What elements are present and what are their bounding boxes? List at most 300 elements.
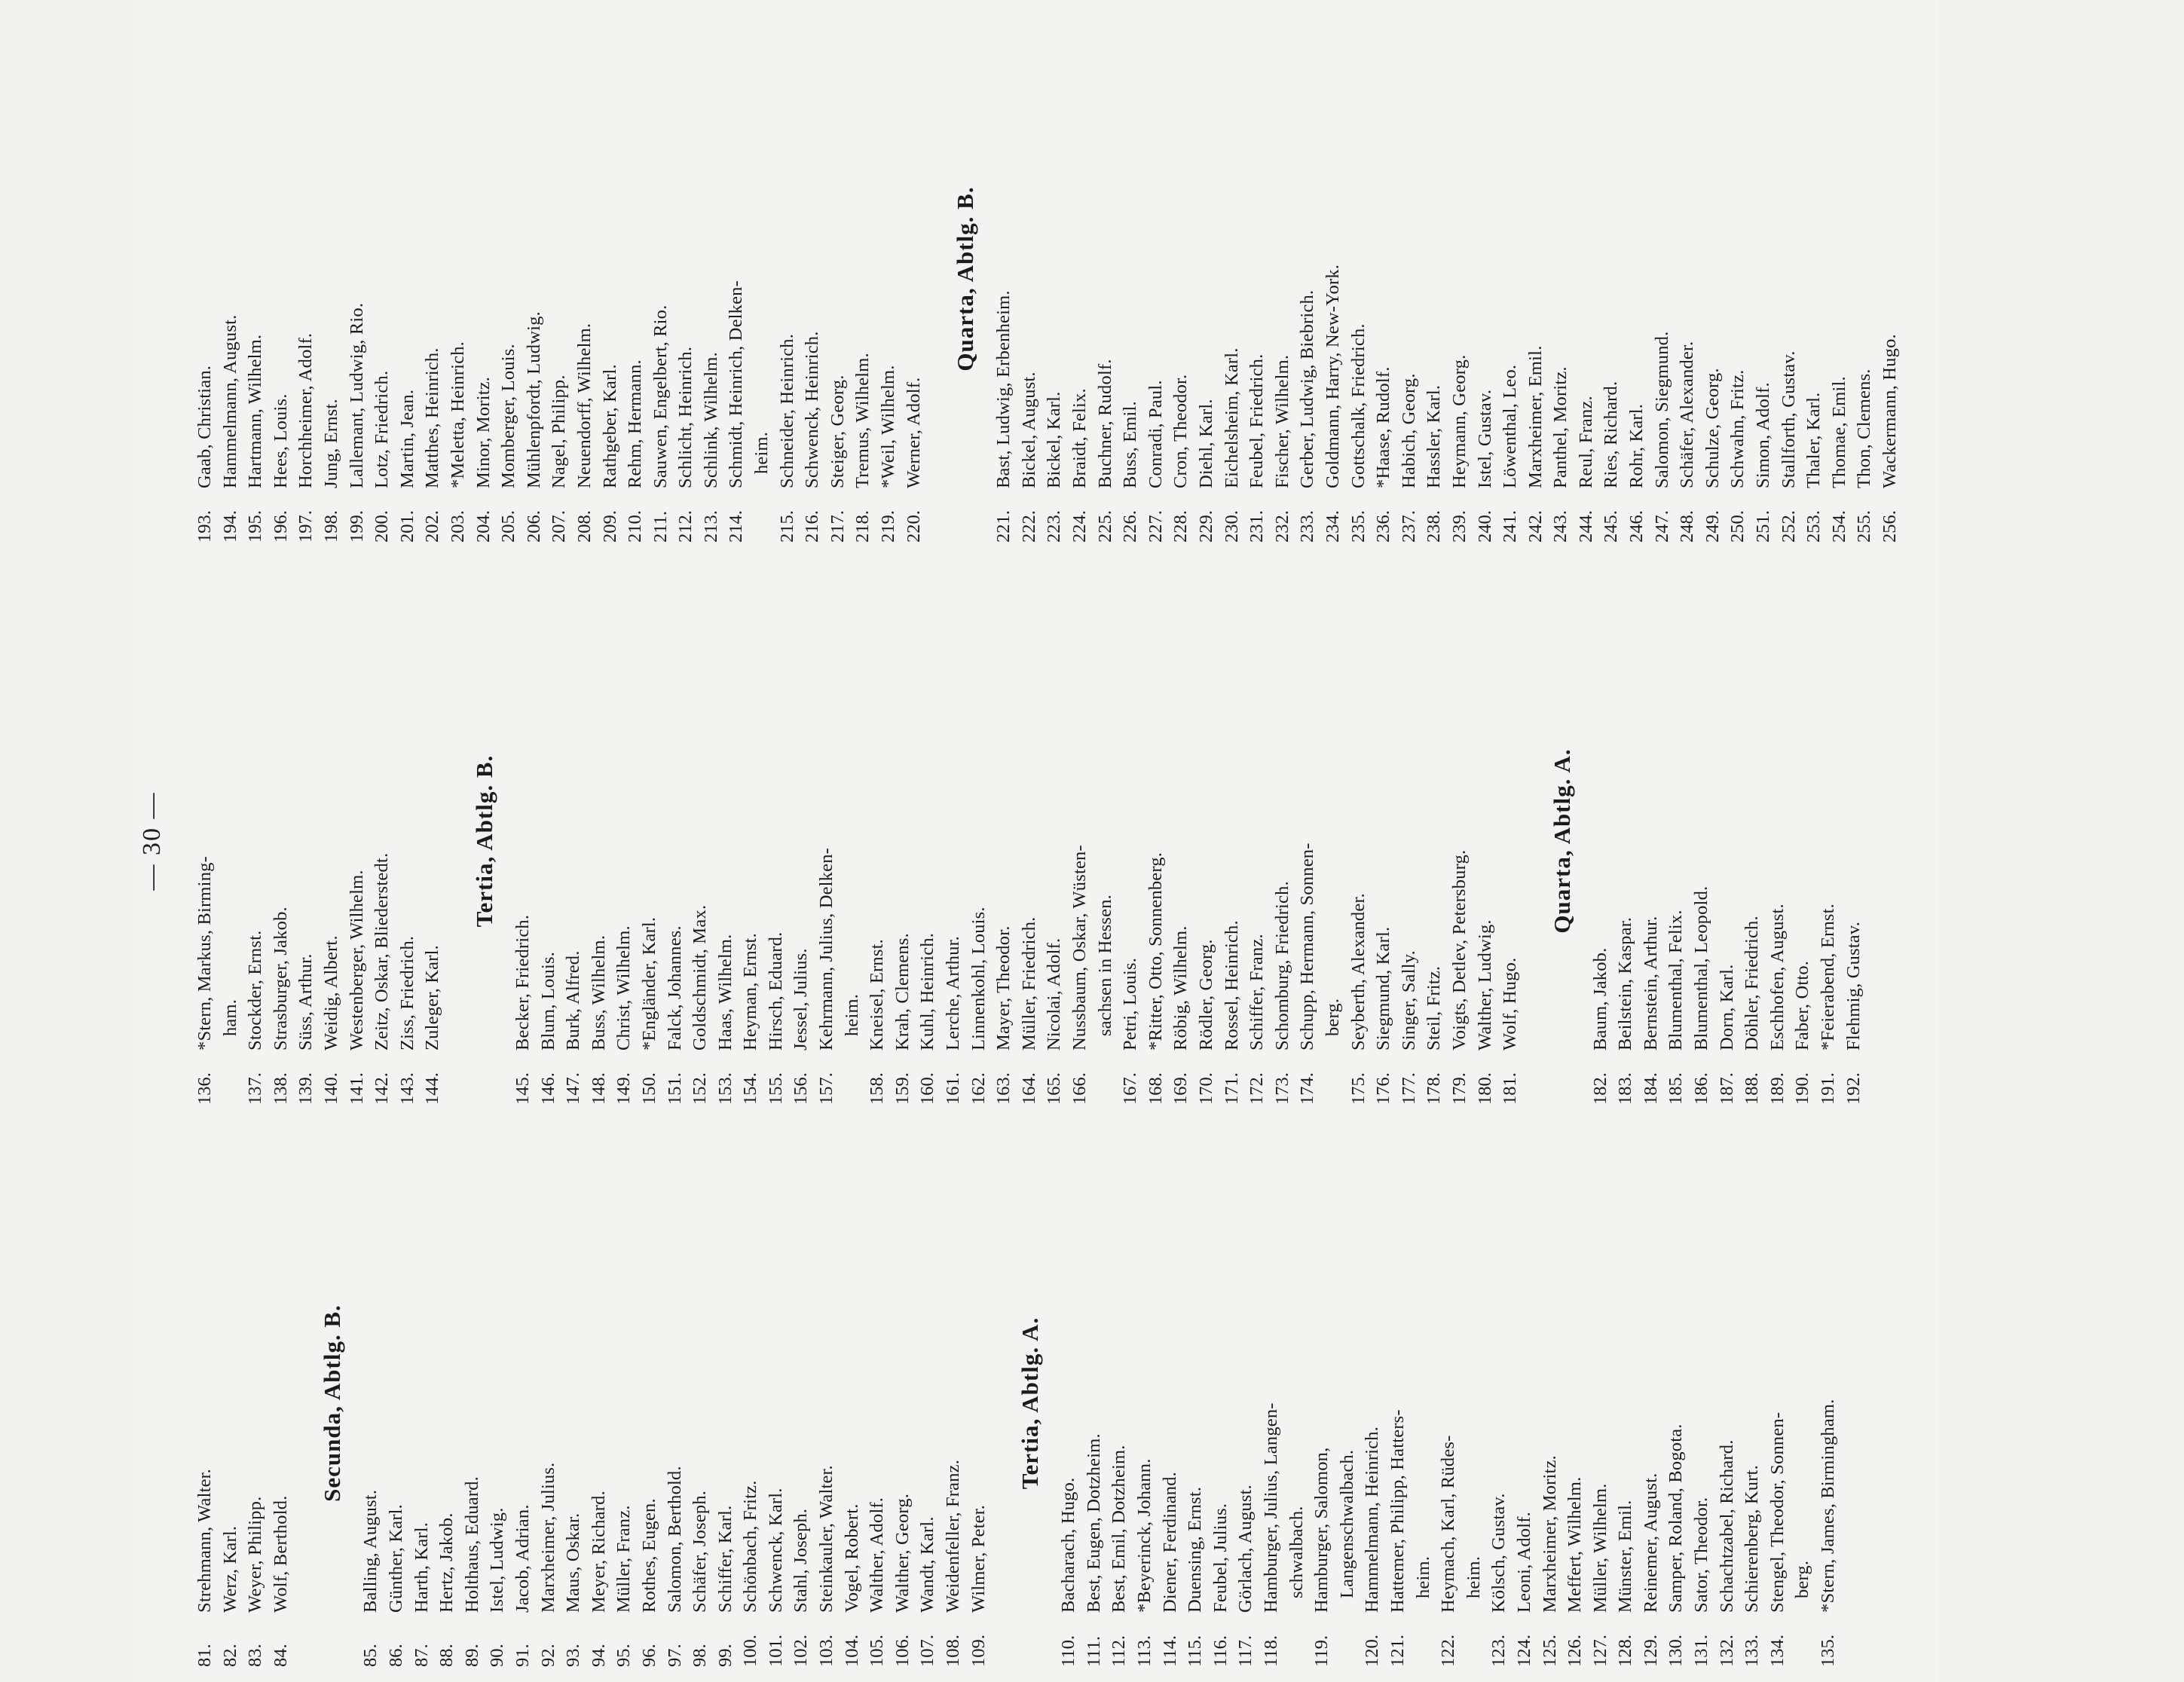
entry-number: 173.	[1271, 1072, 1292, 1105]
entry-number: 215.	[776, 510, 797, 543]
entry-name: Mayer, Theodor.	[993, 925, 1014, 1050]
entry-name: Werner, Adolf.	[903, 377, 924, 488]
entry-name: Schomburg, Friedrich.	[1271, 881, 1292, 1050]
entry-number: 245.	[1601, 510, 1622, 543]
entry-name: Günther, Karl.	[385, 1503, 406, 1613]
entry-name: Rothes, Eugen.	[638, 1498, 659, 1613]
entry-number: 179.	[1448, 1072, 1470, 1105]
entry-name: Lotz, Friedrich.	[372, 370, 393, 488]
entry-number: 253.	[1803, 510, 1825, 543]
list-item	[1663, 1139, 1689, 1667]
entry-name: Buss, Emil.	[1120, 401, 1141, 488]
entry-number: 88.	[436, 1644, 457, 1667]
entry-name: Süss, Arthur.	[295, 953, 317, 1050]
entry-number: 183.	[1615, 1072, 1636, 1105]
list-item	[1815, 577, 1841, 1105]
entry-name: Holthaus, Eduard.	[461, 1476, 482, 1613]
entry-number: 153.	[714, 1072, 736, 1105]
entry-number: 126.	[1565, 1635, 1586, 1667]
list-item	[699, 15, 724, 543]
entry-number: 229.	[1195, 510, 1216, 543]
entry-name: Eichelsheim, Karl.	[1221, 347, 1242, 488]
entry-number: 90.	[487, 1644, 508, 1667]
list-item	[471, 15, 497, 543]
entry-name: Jessel, Julius.	[791, 948, 812, 1050]
list-item	[687, 1139, 713, 1667]
entry-name: Istel, Ludwig.	[487, 1507, 508, 1613]
entry-name: Schwenck, Heinrich.	[802, 331, 823, 488]
entry-name: Diener, Ferdinand.	[1159, 1472, 1180, 1613]
list-item	[369, 577, 395, 1105]
entry-name: Voigts, Detlev, Petersburg.	[1448, 849, 1470, 1050]
list-item	[1371, 577, 1396, 1105]
entry-number: 212.	[675, 510, 696, 543]
entry-name: Schlicht, Heinrich.	[675, 346, 696, 488]
entry-name: Weidenfeller, Franz.	[943, 1459, 964, 1613]
list-item	[1486, 1139, 1512, 1667]
entry-name: *Weil, Wilhelm.	[878, 365, 899, 488]
entry-number: 83.	[245, 1644, 266, 1667]
entry-number: 236.	[1373, 510, 1394, 543]
list-item	[243, 1139, 268, 1667]
entry-name: Heyman, Ernst.	[740, 933, 761, 1050]
entry-number: 108.	[943, 1635, 964, 1667]
list-item	[1841, 577, 1867, 1105]
entry-number: 199.	[346, 510, 367, 543]
entry-number: 208.	[574, 510, 595, 543]
entry-name: Westenberger, Wilhelm.	[346, 870, 367, 1050]
list-item	[344, 577, 370, 1105]
entry-number: 143.	[396, 1072, 418, 1105]
list-item	[384, 1139, 409, 1667]
entry-number: 115.	[1185, 1635, 1206, 1667]
entry-name: Momberger, Louis.	[498, 344, 519, 488]
entry-name: Istel, Gustav.	[1474, 389, 1495, 488]
entry-number: 187.	[1716, 1072, 1737, 1105]
entry-name: Habich, Georg.	[1398, 373, 1419, 488]
list-item	[738, 577, 763, 1105]
entry-number: 111.	[1083, 1635, 1104, 1667]
list-item	[1017, 15, 1042, 543]
section-heading: Secunda, Abtlg. B.	[319, 1304, 346, 1502]
entry-name: Salomon, Berthold.	[664, 1466, 685, 1613]
entry-name: Kneisel, Ernst.	[867, 939, 888, 1050]
entry-number: 129.	[1640, 1635, 1661, 1667]
entry-number: 145.	[512, 1072, 533, 1105]
entry-name: Haas, Wilhelm.	[714, 934, 736, 1050]
entry-number: 109.	[968, 1635, 989, 1667]
list-item	[1765, 577, 1791, 1105]
entry-number: 167.	[1120, 1072, 1141, 1105]
entry-number: 89.	[461, 1644, 482, 1667]
entry-name: Samper, Roland, Bogota.	[1666, 1424, 1687, 1613]
entry-name: Heymach, Karl, Rüdes- heim.	[1438, 1435, 1484, 1613]
entry-name: Hammelmann, August.	[219, 314, 240, 488]
entry-number: 198.	[320, 510, 341, 543]
entry-number: 210.	[625, 510, 646, 543]
list-item	[434, 1139, 460, 1667]
list-item	[1208, 1139, 1234, 1667]
entry-name: Gerber, Ludwig, Biebrich.	[1297, 289, 1318, 488]
entry-number: 136.	[194, 1072, 215, 1105]
list-item	[395, 15, 421, 543]
list-item	[1613, 577, 1638, 1105]
list-item	[218, 15, 243, 543]
entry-name: Jung, Ernst.	[320, 399, 341, 488]
entry-number: 155.	[765, 1072, 786, 1105]
entry-name: Strasburger, Jakob.	[270, 907, 291, 1050]
entry-number: 133.	[1742, 1635, 1763, 1667]
list-item	[1512, 1139, 1537, 1667]
entry-name: Schupp, Hermann, Sonnen- berg.	[1297, 843, 1343, 1050]
entry-number: 200.	[372, 510, 393, 543]
entry-name: Heymann, Georg.	[1448, 354, 1470, 488]
entry-number: 232.	[1271, 510, 1292, 543]
entry-name: Leoni, Adolf.	[1513, 1512, 1534, 1613]
entry-name: Siegmund, Karl.	[1373, 926, 1394, 1050]
entry-name: Eschhofen, August.	[1766, 904, 1788, 1050]
list-item	[1346, 577, 1372, 1105]
entry-number: 243.	[1550, 510, 1571, 543]
entry-number: 116.	[1210, 1635, 1231, 1667]
list-item	[1497, 15, 1523, 543]
list-item	[218, 1139, 243, 1667]
entry-name: Thaler, Karl.	[1803, 392, 1825, 488]
entry-name: Marxheimer, Emil.	[1525, 345, 1546, 488]
entry-number: 114.	[1159, 1635, 1180, 1667]
list-item	[1473, 577, 1498, 1105]
list-item	[840, 1139, 865, 1667]
entry-name: Schierenberg, Kurt.	[1742, 1465, 1763, 1613]
list-item	[876, 15, 901, 543]
list-item	[1081, 1139, 1107, 1667]
list-item	[1598, 15, 1624, 543]
entry-name: Beilstein, Kaspar.	[1615, 916, 1636, 1050]
list-item	[522, 15, 547, 543]
list-item	[369, 15, 395, 543]
list-item	[1295, 15, 1320, 543]
list-item	[358, 1139, 384, 1667]
entry-name: Steiger, Georg.	[827, 375, 848, 488]
list-item	[1219, 15, 1245, 543]
entry-number: 206.	[523, 510, 544, 543]
list-item	[1132, 1139, 1158, 1667]
entry-number: 120.	[1362, 1635, 1383, 1667]
entry-number: 239.	[1448, 510, 1470, 543]
entry-number: 230.	[1221, 510, 1242, 543]
list-item	[561, 577, 586, 1105]
list-item	[1725, 15, 1751, 543]
entry-name: Weyer, Philipp.	[245, 1496, 266, 1613]
entry-number: 130.	[1666, 1635, 1687, 1667]
entry-number: 99.	[714, 1644, 736, 1667]
section-heading: Quarta, Abtlg. B.	[952, 186, 979, 372]
list-item	[1309, 1139, 1360, 1667]
entry-number: 172.	[1246, 1072, 1268, 1105]
entry-name: Schmidt, Heinrich, Delken- heim.	[726, 280, 772, 488]
list-item	[713, 1139, 739, 1667]
entry-name: Diehl, Karl.	[1195, 399, 1216, 488]
entry-number: 254.	[1828, 510, 1849, 543]
entry-number: 148.	[588, 1072, 609, 1105]
entry-number: 205.	[498, 510, 519, 543]
list-item	[1714, 577, 1740, 1105]
entry-number: 146.	[537, 1072, 558, 1105]
list-item	[1497, 577, 1523, 1105]
list-item	[319, 577, 344, 1105]
section-heading: Tertia, Abtlg. B.	[470, 754, 497, 928]
list-item	[344, 15, 370, 543]
entry-number: 117.	[1235, 1635, 1256, 1667]
entry-name: Hamburger, Julius, Langen- schwalbach.	[1260, 1402, 1307, 1613]
list-item	[1270, 577, 1295, 1105]
entry-name: Rohr, Karl.	[1626, 403, 1647, 488]
entry-name: Münster, Emil.	[1615, 1500, 1636, 1613]
entry-name: Simon, Adolf.	[1753, 382, 1774, 488]
list-item	[293, 577, 319, 1105]
entry-number: 168.	[1145, 1072, 1166, 1105]
entry-name: Burk, Alfred.	[563, 950, 584, 1050]
entry-name: Hartmann, Wilhelm.	[245, 334, 266, 488]
list-item	[662, 1139, 688, 1667]
list-item	[1801, 15, 1827, 543]
list-item	[268, 577, 294, 1105]
entry-name: Rathgeber, Karl.	[599, 364, 620, 488]
entry-number: 234.	[1322, 510, 1343, 543]
entry-number: 85.	[360, 1644, 381, 1667]
list-item	[611, 1139, 637, 1667]
entry-name: *Beyerinck, Johann.	[1134, 1458, 1155, 1613]
entry-number: 227.	[1145, 510, 1166, 543]
entry-number: 222.	[1018, 510, 1039, 543]
entry-name: Mühlenpfordt, Ludwig.	[523, 311, 544, 488]
entry-number: 141.	[346, 1072, 367, 1105]
list-item	[637, 577, 662, 1105]
list-item	[775, 15, 800, 543]
entry-name: Buchner, Rudolf.	[1094, 359, 1115, 488]
list-item	[788, 1139, 814, 1667]
entry-name: Bernstein, Arthur.	[1640, 916, 1661, 1050]
entry-number: 233.	[1297, 510, 1318, 543]
list-item	[1056, 1139, 1081, 1667]
entry-number: 160.	[917, 1072, 938, 1105]
list-item	[915, 577, 941, 1105]
entry-name: Bast, Ludwig, Erbenheim.	[993, 290, 1014, 488]
entry-number: 142.	[372, 1072, 393, 1105]
list-item	[1346, 15, 1372, 543]
entry-name: Jacob, Adrian.	[512, 1504, 533, 1613]
entry-name: Kehrmann, Julius, Delken- heim.	[816, 848, 862, 1050]
entry-name: Salomon, Siegmund.	[1651, 331, 1672, 488]
entry-number: 147.	[563, 1072, 584, 1105]
list-item	[1447, 577, 1473, 1105]
entry-number: 209.	[599, 510, 620, 543]
entry-name: Reinemer, August.	[1640, 1473, 1661, 1613]
list-item	[1613, 1139, 1638, 1667]
list-item	[1523, 15, 1549, 543]
entry-number: 216.	[802, 510, 823, 543]
list-item	[648, 15, 674, 543]
list-item	[546, 15, 572, 543]
entry-number: 122.	[1438, 1635, 1459, 1667]
list-item	[1663, 577, 1689, 1105]
entry-name: Hees, Louis.	[270, 393, 291, 488]
entry-name: Thon, Clemens.	[1854, 369, 1875, 488]
list-item	[1436, 1139, 1486, 1667]
entry-number: 184.	[1640, 1072, 1661, 1105]
list-item	[1360, 1139, 1385, 1667]
list-item	[1017, 577, 1042, 1105]
entry-number: 224.	[1069, 510, 1090, 543]
list-item	[1295, 577, 1345, 1105]
entry-name: Schulze, Georg.	[1702, 368, 1723, 488]
entry-number: 154.	[740, 1072, 761, 1105]
entry-name: Christ, Wilhelm.	[613, 925, 635, 1050]
list-item	[1815, 1139, 1841, 1667]
entry-number: 225.	[1094, 510, 1115, 543]
list-item	[1689, 1139, 1714, 1667]
entry-number: 164.	[1018, 1072, 1039, 1105]
entry-name: *Engländer, Karl.	[638, 916, 659, 1050]
entry-number: 102.	[791, 1635, 812, 1667]
entry-name: Schönbach, Fritz.	[740, 1480, 761, 1613]
list-item	[243, 15, 268, 543]
list-item	[901, 15, 927, 543]
entry-number: 151.	[664, 1072, 685, 1105]
column-3	[192, 15, 1903, 543]
entry-name: Ziss, Friedrich.	[396, 935, 418, 1050]
entry-name: Best, Emil, Dotzheim.	[1109, 1445, 1130, 1613]
entry-number: 140.	[320, 1072, 341, 1105]
entry-name: Sauwen, Engelbert, Rio.	[650, 304, 671, 488]
entry-name: Maus, Oskar.	[563, 1512, 584, 1613]
entry-number: 97.	[664, 1644, 685, 1667]
list-item	[1739, 577, 1765, 1105]
entry-number: 203.	[447, 510, 468, 543]
entry-name: Bickel, August.	[1018, 372, 1039, 488]
list-item	[561, 1139, 586, 1667]
list-item	[1244, 15, 1270, 543]
list-item	[293, 15, 319, 543]
entry-number: 101.	[765, 1635, 786, 1667]
entry-number: 100.	[740, 1635, 761, 1667]
entry-name: *Feierabend, Ernst.	[1818, 904, 1839, 1050]
list-item	[409, 1139, 435, 1667]
entry-number: 180.	[1474, 1072, 1495, 1105]
entry-number: 121.	[1387, 1635, 1408, 1667]
entry-number: 128.	[1615, 1635, 1636, 1667]
entry-number: 176.	[1373, 1072, 1394, 1105]
list-item	[637, 1139, 662, 1667]
entry-number: 202.	[422, 510, 443, 543]
entry-number: 219.	[878, 510, 899, 543]
list-item	[1396, 577, 1422, 1105]
entry-number: 138.	[270, 1072, 291, 1105]
entry-number: 174.	[1297, 1072, 1318, 1105]
list-item	[1447, 15, 1473, 543]
entry-number: 241.	[1500, 510, 1521, 543]
entry-name: Döhler, Friedrich.	[1742, 916, 1763, 1050]
entry-number: 118.	[1260, 1635, 1281, 1667]
list-item	[723, 15, 774, 543]
list-item	[1168, 15, 1194, 543]
entry-name: Rossel, Heinrich.	[1221, 920, 1242, 1050]
entry-number: 214.	[726, 510, 747, 543]
list-item	[763, 1139, 789, 1667]
list-item	[825, 15, 851, 543]
list-item	[1168, 577, 1194, 1105]
list-item	[445, 15, 471, 543]
entry-number: 231.	[1246, 510, 1268, 543]
entry-number: 170.	[1195, 1072, 1216, 1105]
entry-name: Stahl, Joseph.	[791, 1508, 812, 1613]
entry-name: Seyberth, Alexander.	[1347, 893, 1369, 1050]
entry-name: Müller, Wilhelm.	[1589, 1483, 1610, 1613]
list-item	[991, 577, 1017, 1105]
list-item	[192, 15, 218, 543]
entry-name: Walther, Georg.	[892, 1493, 913, 1613]
list-item	[1877, 15, 1903, 543]
entry-name: Meffert, Wilhelm.	[1565, 1476, 1586, 1613]
list-item	[850, 15, 876, 543]
list-item	[1371, 15, 1396, 543]
section-heading: Tertia, Abtlg. A.	[1017, 1317, 1044, 1490]
entry-name: Neuendorff, Wilhelm.	[574, 323, 595, 488]
entry-number: 106.	[892, 1635, 913, 1667]
list-item	[1588, 577, 1614, 1105]
list-item	[1042, 15, 1067, 543]
entry-name: Röbig, Wilhelm.	[1170, 925, 1191, 1050]
entry-number: 192.	[1843, 1072, 1864, 1105]
entry-name: Minor, Moritz.	[473, 376, 494, 488]
entry-name: Weidig, Albert.	[320, 935, 341, 1050]
list-item	[1067, 15, 1093, 543]
entry-number: 107.	[917, 1635, 938, 1667]
entry-number: 166.	[1069, 1072, 1090, 1105]
entry-number: 182.	[1589, 1072, 1610, 1105]
entry-number: 105.	[867, 1635, 888, 1667]
list-item	[510, 1139, 536, 1667]
list-item	[1093, 15, 1118, 543]
list-item	[1574, 15, 1599, 543]
entry-number: 185.	[1666, 1072, 1687, 1105]
list-item	[1320, 15, 1346, 543]
entry-name: Hammelmann, Heinrich.	[1362, 1426, 1383, 1613]
entry-name: Hamburger, Salomon, Langenschwalbach.	[1311, 1447, 1357, 1613]
list-item	[1396, 15, 1422, 543]
list-item	[1194, 15, 1219, 543]
entry-name: Hattemer, Philipp, Hatters- heim.	[1387, 1409, 1433, 1613]
entry-number: 91.	[512, 1644, 533, 1667]
list-item	[1067, 577, 1118, 1105]
entry-name: Panthel, Moritz.	[1550, 366, 1571, 488]
entry-name: Steinkauler, Walter.	[816, 1465, 837, 1613]
entry-name: Faber, Otto.	[1792, 960, 1813, 1050]
entry-number: 251.	[1753, 510, 1774, 543]
list-item	[1259, 1139, 1309, 1667]
entry-number: 123.	[1488, 1635, 1510, 1667]
list-item	[1739, 1139, 1765, 1667]
entry-name: Wandt, Karl.	[917, 1516, 938, 1613]
list-item	[1765, 1139, 1815, 1667]
entry-name: Müller, Franz.	[613, 1505, 635, 1613]
entry-name: *Meletta, Heinrich.	[447, 341, 468, 488]
entry-number: 87.	[411, 1644, 432, 1667]
entry-name: *Ritter, Otto, Sonnenberg.	[1145, 852, 1166, 1050]
entry-number: 135.	[1818, 1635, 1839, 1667]
list-item	[1548, 15, 1574, 543]
entry-number: 165.	[1044, 1072, 1065, 1105]
